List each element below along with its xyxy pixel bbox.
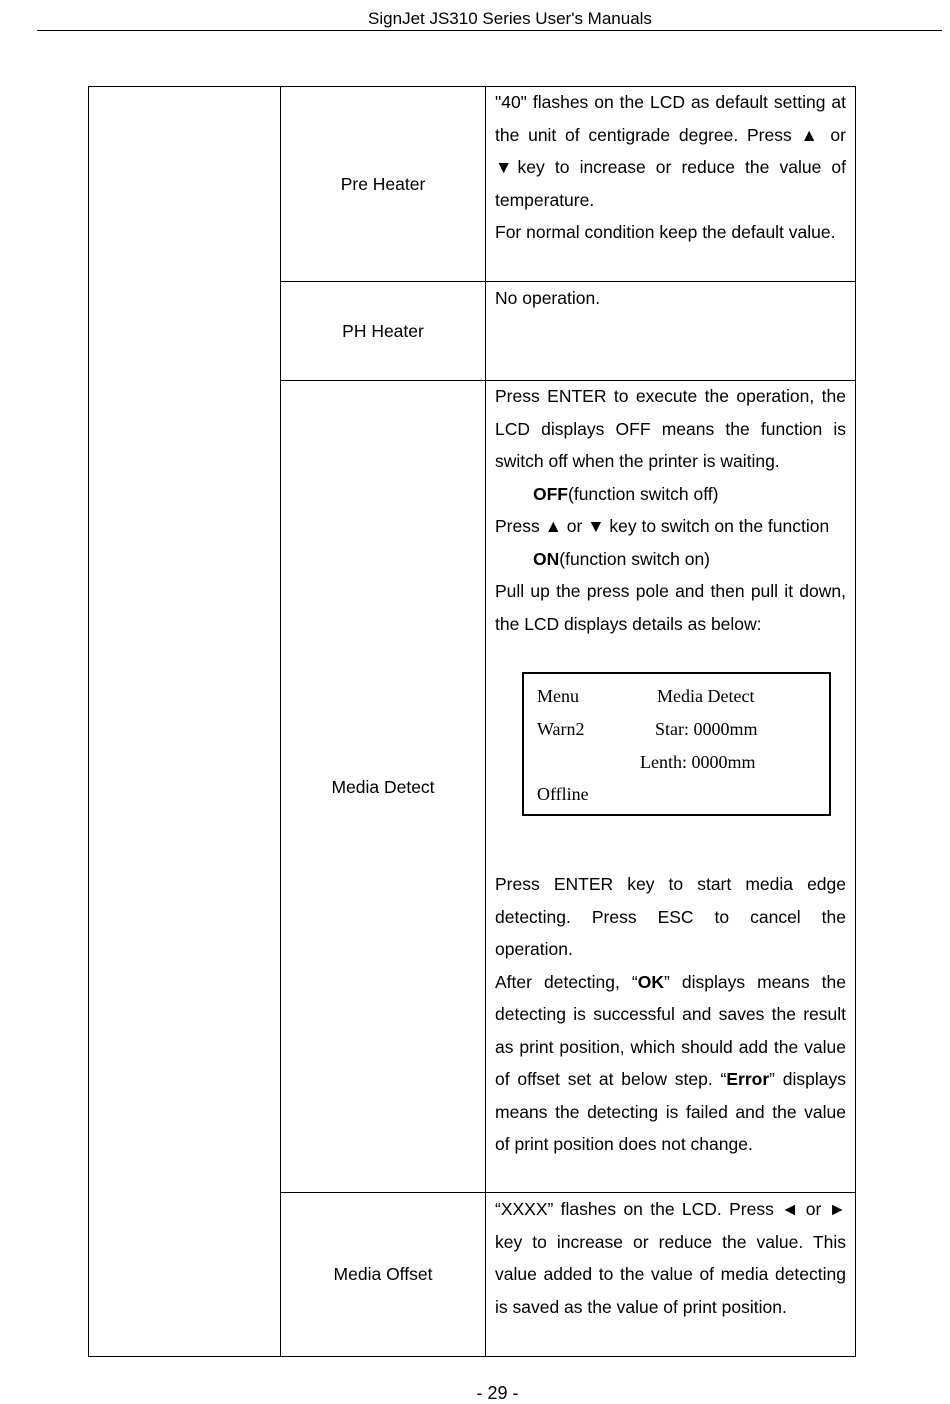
off-text: (function switch off) (568, 483, 719, 504)
header-rule (37, 30, 942, 31)
desc-paragraph: "40" flashes on the LCD as default setting at the unit of centigrade degree. Press ▲ or ▼key to increase or reduce the value of temperature. (495, 92, 846, 210)
row-desc-media-detect-bottom (495, 868, 846, 1161)
text-run: ” displays means the detecting is successful and saves the result as print position, which should add the value of offset set at below step. “ (495, 971, 846, 1089)
desc-paragraph: No operation. (495, 288, 601, 308)
desc-paragraph: “XXXX” flashes on the LCD. Press ◄ or ► key to increase or reduce the value. This value added to the value of media detecting is saved as the value of print position. (495, 1199, 846, 1317)
lcd-title: Media Detect (657, 686, 755, 706)
row-label-pre-heater: Pre Heater (340, 174, 426, 194)
desc-on-state (495, 543, 846, 576)
row-label-media-detect: Media Detect (331, 777, 435, 797)
desc-paragraph: For normal condition keep the default value. (495, 222, 836, 242)
page-number: - 29 - (476, 1383, 519, 1403)
on-bold: ON (533, 548, 560, 569)
row-desc-ph-heater (495, 282, 846, 315)
error-bold: Error (726, 1069, 770, 1089)
lcd-offline: Offline (537, 784, 589, 804)
row-desc-pre-heater (495, 86, 846, 249)
table-column-divider-2 (485, 86, 486, 1356)
desc-paragraph (495, 966, 846, 1161)
page-header-title: SignJet JS310 Series User's Manuals (368, 9, 652, 28)
lcd-lenth: Lenth: 0000mm (640, 752, 756, 772)
text-run: ” displays means the detecting is failed and the value of print position does not change. (495, 1069, 846, 1154)
lcd-star: Star: 0000mm (655, 719, 758, 739)
lcd-warn: Warn2 (537, 719, 585, 739)
table-border-right (855, 86, 856, 1356)
row-desc-media-detect-top (495, 380, 846, 640)
table-column-divider-1 (280, 86, 281, 1356)
ok-bold: OK (637, 971, 664, 992)
lcd-display-box (522, 672, 831, 816)
desc-off-state (495, 478, 846, 511)
on-text: (function switch on) (559, 548, 711, 569)
text-run: After detecting, “ (495, 971, 638, 992)
table-border-bottom (88, 1356, 856, 1357)
desc-paragraph: Pull up the press pole and then pull it down, the LCD displays details as below: (495, 581, 846, 634)
row-label-media-offset: Media Offset (333, 1264, 433, 1284)
desc-paragraph: Press ▲ or ▼ key to switch on the function (495, 516, 830, 536)
row-label-ph-heater: PH Heater (342, 321, 424, 341)
off-bold: OFF (533, 483, 568, 504)
lcd-menu: Menu (537, 686, 579, 706)
desc-paragraph: Press ENTER key to start media edge detecting. Press ESC to cancel the operation. (495, 874, 846, 959)
table-border-left (88, 86, 89, 1356)
desc-paragraph: Press ENTER to execute the operation, the LCD displays OFF means the function is switch off when the printer is waiting. (495, 386, 846, 471)
row-desc-media-offset (495, 1193, 846, 1323)
